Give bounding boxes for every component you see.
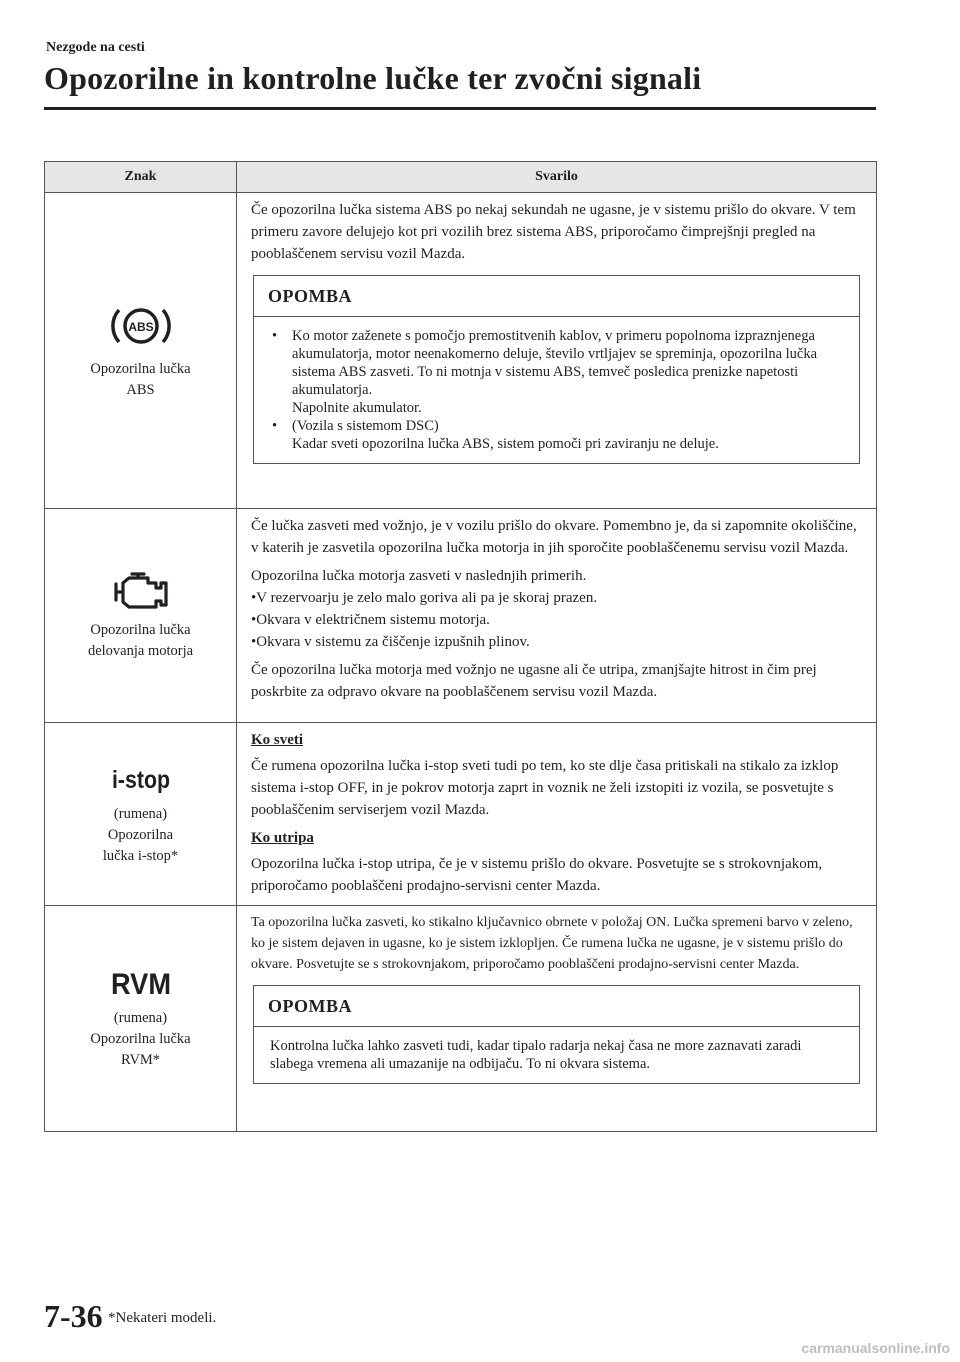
note-item-abs-2b-text: Kadar sveti opozorilna lučka ABS, sistem pomoči pri zaviranju ne deluje. [292,436,719,452]
sign-cell-abs [45,193,237,509]
column-header-sign: Znak [45,162,237,193]
abs-label-line2: ABS [126,381,155,398]
rvm-label-line3: RVM* [120,1052,161,1068]
check-engine-icon [108,570,174,612]
title-rule [44,107,876,110]
note-item-abs-1b-text: Napolnite akumulator. [292,400,422,416]
engine-bullet-2: •Okvara v električnem sistemu motorja. [251,612,490,628]
sign-cell-rvm [45,906,237,1132]
warning-lights-table [44,161,877,1132]
note-title-rvm: OPOMBA [254,986,859,1027]
table-row-rvm [45,906,877,1132]
desc-cell-engine [237,509,877,723]
engine-bullet-1: •V rezervoarju je zelo malo goriva ali pa je skoraj prazen. [251,590,598,606]
note-box-abs [253,275,860,464]
istop-heading-flash: Ko utripa [251,830,314,846]
note-body-rvm [254,1027,859,1083]
table-row-engine [45,509,877,723]
engine-paragraph-2: Opozorilna lučka motorja zasveti v naslednjih primerih. [251,568,587,584]
note-text-rvm: Kontrolna lučka lahko zasveti tudi, kadar tipalo radarja nekaj časa ne more zaznavati zaradi slabega vremena ali umazanije na odbijaču. To ni okvara sistema. [270,1038,802,1072]
section-label: Nezgode na cesti [46,40,145,55]
engine-paragraph-1: Če lučka zasveti med vožnjo, je v vozilu prišlo do okvare. Pomembno je, da si zapomnite okoliščine, v katerih je zasvetila opozorilna lučka motorja in jih sporočite pooblaščenemu servisu vozil Mazda. [251,518,857,556]
note-item-abs-1-text: Ko motor zaženete s pomočjo premostitvenih kablov, v primeru popolnoma izpraznjenega akumulatorja, motor neenakomerno deluje, število vrtljajev se spreminja, opozorilna lučka sistema ABS zasveti. To ni motnja v sistemu ABS, temveč posledica prenizke napetosti akumulatorja. [292,328,818,398]
abs-label-line1: Opozorilna lučka [90,360,191,377]
note-item-abs-2 [270,417,843,453]
desc-cell-istop [237,723,877,906]
istop-label-line1: (rumena) [113,805,168,822]
engine-label-line2: delovanja motorja [87,642,194,659]
abs-description: Če opozorilna lučka sistema ABS po nekaj sekundah ne ugasne, je v sistemu prišlo do okvare. V tem primeru zavore delujejo kot pri vozilih brez sistema ABS, priporočamo čimprejšnji pregled na pooblaščenem servisu vozil Mazda. [251,202,856,262]
note-box-rvm [253,985,860,1084]
note-item-abs-1 [270,327,843,417]
abs-warning-icon [109,301,173,351]
rvm-icon [106,966,176,1000]
note-body-abs [254,317,859,463]
rvm-label-line2: Opozorilna lučka [90,1031,191,1047]
istop-icon-text: i-stop [111,765,170,794]
rvm-label-line1: (rumena) [113,1010,168,1026]
istop-heading-on: Ko sveti [251,732,304,748]
engine-bullet-3: •Okvara v sistemu za čiščenje izpušnih plinov. [251,634,530,650]
rvm-icon-text: RVM [110,968,171,1000]
page-number: 7-36 [44,1298,103,1334]
rvm-description: Ta opozorilna lučka zasveti, ko stikalno ključavnico obrnete v položaj ON. Lučka spremeni barvo v zeleno, ko je sistem dejaven in ugasne, ko je sistem izklopljen. Če rumena lučka ne ugasne, je v sistemu prišlo do okvare. Posvetujte se s strokovnjakom, priporočamo pooblaščeni prodajno-servisni center Mazda. [251,915,853,972]
istop-paragraph-1: Če rumena opozorilna lučka i-stop sveti tudi po tem, ko ste dlje časa pritiskali na stikalo za izklop sistema i-stop OFF, in je pokrov motorja zaprt in voznik ne želi izstopiti iz vozila, se posvetujte s pooblaščenim serviserjem vozil Mazda. [251,758,839,818]
note-title-abs: OPOMBA [254,276,859,317]
table-header-row [45,162,877,193]
istop-label-line3: lučka i-stop* [102,847,179,864]
footnote: *Nekateri modeli. [108,1310,217,1326]
istop-paragraph-2: Opozorilna lučka i-stop utripa, če je v sistemu prišlo do okvare. Posvetujte se s strokovnjakom, priporočamo pooblaščeni prodajno-servisni center Mazda. [251,856,823,894]
desc-cell-rvm [237,906,877,1132]
i-stop-icon [106,762,176,796]
sign-cell-engine [45,509,237,723]
desc-cell-abs [237,193,877,509]
engine-paragraph-3: Če opozorilna lučka motorja med vožnjo ne ugasne ali če utripa, zmanjšajte hitrost in čim prej poskrbite za odpravo okvare na pooblaščenem servisu vozil Mazda. [251,662,817,700]
table-row-istop [45,723,877,906]
column-header-warning: Svarilo [237,162,877,193]
engine-label-line1: Opozorilna lučka [90,621,191,638]
note-item-abs-2-text: (Vozila s sistemom DSC) [292,418,439,434]
watermark: carmanualsonline.info [801,1340,950,1356]
page-title: Opozorilne in kontrolne lučke ter zvočni signali [44,60,702,96]
abs-icon-text: ABS [127,319,154,334]
sign-cell-istop [45,723,237,906]
table-row-abs [45,193,877,509]
istop-label-line2: Opozorilna [107,826,174,843]
